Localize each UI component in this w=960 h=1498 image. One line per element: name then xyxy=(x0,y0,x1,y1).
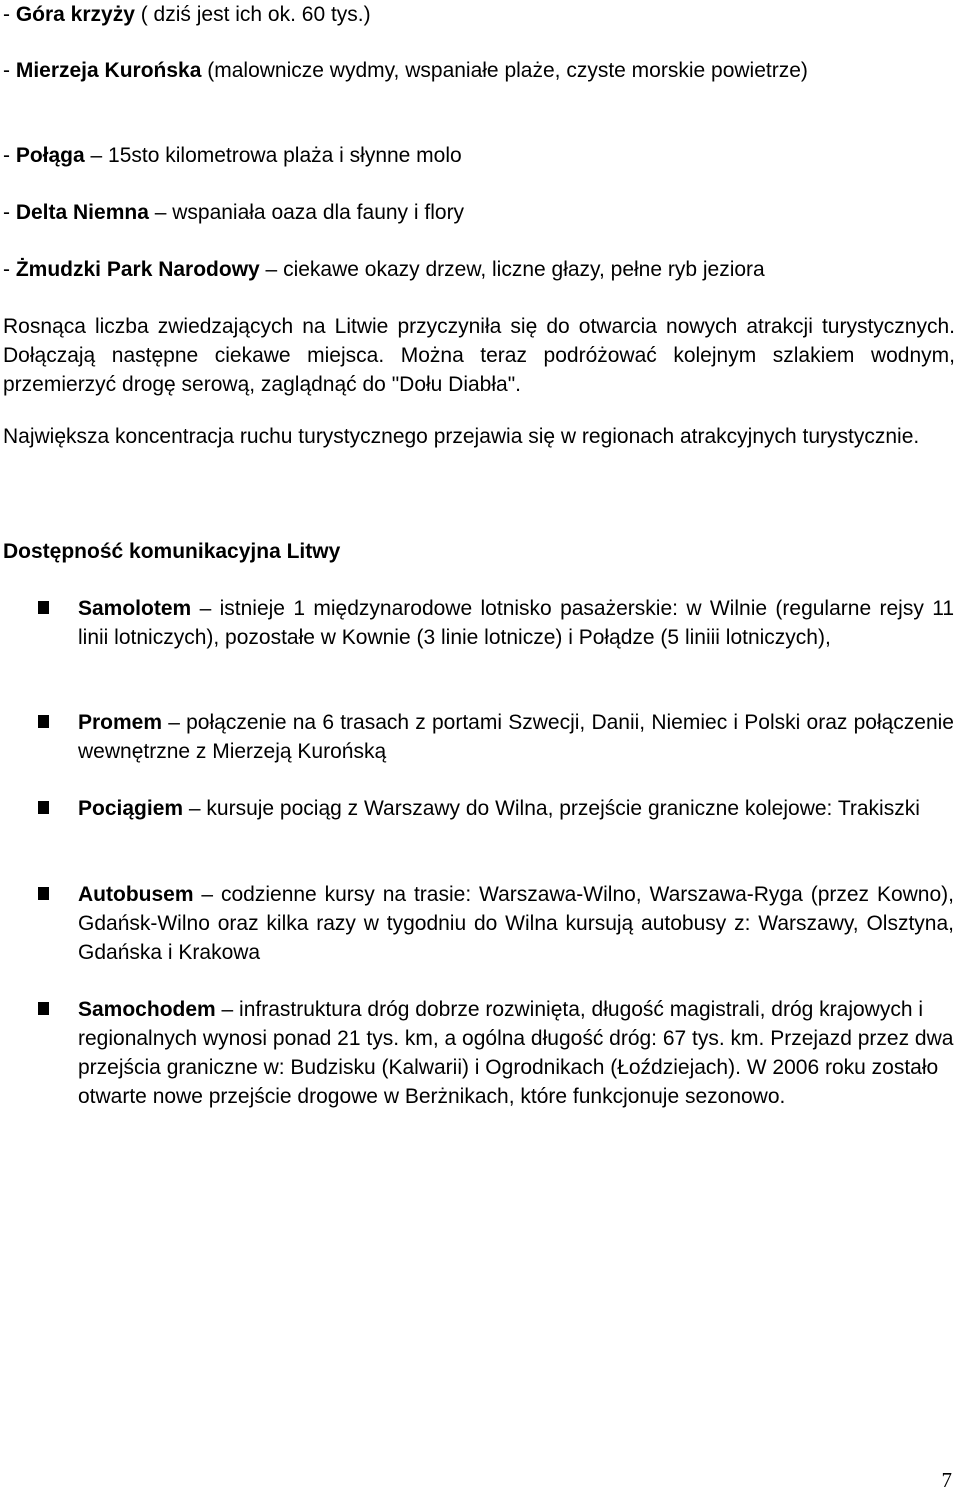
body-paragraph: Największa koncentracja ruchu turystycznego przejawia się w regionach atrakcyjnych turystycznie. xyxy=(3,425,920,448)
square-bullet-icon xyxy=(38,1002,49,1015)
attraction-description: – 15sto kilometrowa plaża i słynne molo xyxy=(84,144,462,167)
body-paragraph: Rosnąca liczba zwiedzających na Litwie przyczyniła się do otwarcia nowych atrakcji turystycznych. Dołączają następne ciekawe miejsca. Można teraz podróżować kolejnym szlakiem wodnym, przemierzyć drogę serową, zaglądnąć do "Dołu Diabła". xyxy=(3,315,955,396)
attraction-description: – ciekawe okazy drzew, liczne głazy, pełne ryb jeziora xyxy=(259,258,765,281)
transport-text xyxy=(78,880,954,967)
transport-text xyxy=(78,995,954,1111)
attraction-name: Delta Niemna xyxy=(15,201,149,224)
attraction-prefix: - xyxy=(3,3,16,26)
transport-name: Promem xyxy=(78,711,163,734)
transport-description: – codzienne kursy na trasie: Warszawa-Wilno, Warszawa-Ryga (przez Kowno), Gdańsk-Wilno oraz kilka razy w tygodniu do Wilna kursują autobusy z: Warszawy, Olsztyna, Gdańska i Krakowa xyxy=(78,883,954,964)
attraction-name: Połąga xyxy=(15,144,85,167)
transport-description: – połączenie na 6 trasach z portami Szwecji, Danii, Niemiec i Polski oraz połączenie wewnętrzne z Mierzeją Kurońską xyxy=(78,711,954,763)
transport-description: – kursuje pociąg z Warszawy do Wilna, przejście graniczne kolejowe: Trakiszki xyxy=(183,797,920,820)
attraction-name: Góra krzyży xyxy=(15,3,135,26)
attraction-item xyxy=(3,255,765,284)
transport-text xyxy=(78,794,954,823)
transport-description: – infrastruktura dróg dobrze rozwinięta, długość magistrali, dróg krajowych i regionalnych wynosi ponad 21 tys. km, a ogólna długość dróg: 67 tys. km. Przejazd przez dwa przejścia graniczne w: Budzisku (Kalwarii) i Ogrodnikach (Łoździejach). W 2006 roku zostało otwarte nowe przejście drogowe w Berżnikach, które funkcjonuje sezonowo. xyxy=(78,998,954,1108)
transport-text xyxy=(78,594,954,652)
square-bullet-icon xyxy=(38,887,49,900)
attraction-description: – wspaniała oaza dla fauny i flory xyxy=(148,201,465,224)
attraction-prefix: - xyxy=(3,144,16,167)
attraction-name: Żmudzki Park Narodowy xyxy=(15,258,260,281)
section-heading: Dostępność komunikacyjna Litwy xyxy=(3,540,341,563)
transport-name: Autobusem xyxy=(78,883,194,906)
attraction-item xyxy=(3,198,464,227)
square-bullet-icon xyxy=(38,601,49,614)
attraction-prefix: - xyxy=(3,258,16,281)
attraction-item xyxy=(3,56,955,85)
attraction-prefix: - xyxy=(3,59,16,82)
page-number: 7 xyxy=(941,1468,952,1492)
transport-name: Samochodem xyxy=(78,998,216,1021)
transport-description: – istnieje 1 międzynarodowe lotnisko pasażerskie: w Wilnie (regularne rejsy 11 linii lotniczych), pozostałe w Kownie (3 linie lotnicze) i Połądze (5 liniii lotniczych), xyxy=(78,597,954,649)
attraction-item xyxy=(3,0,371,29)
attraction-description: (malownicze wydmy, wspaniałe plaże, czyste morskie powietrze) xyxy=(201,59,808,82)
attraction-name: Mierzeja Kurońska xyxy=(15,59,202,82)
transport-name: Pociągiem xyxy=(78,797,184,820)
attraction-description: ( dziś jest ich ok. 60 tys.) xyxy=(134,3,371,26)
square-bullet-icon xyxy=(38,715,49,728)
transport-name: Samolotem xyxy=(78,597,192,620)
square-bullet-icon xyxy=(38,801,49,814)
attraction-prefix: - xyxy=(3,201,16,224)
attraction-item xyxy=(3,141,462,170)
transport-text xyxy=(78,708,954,766)
